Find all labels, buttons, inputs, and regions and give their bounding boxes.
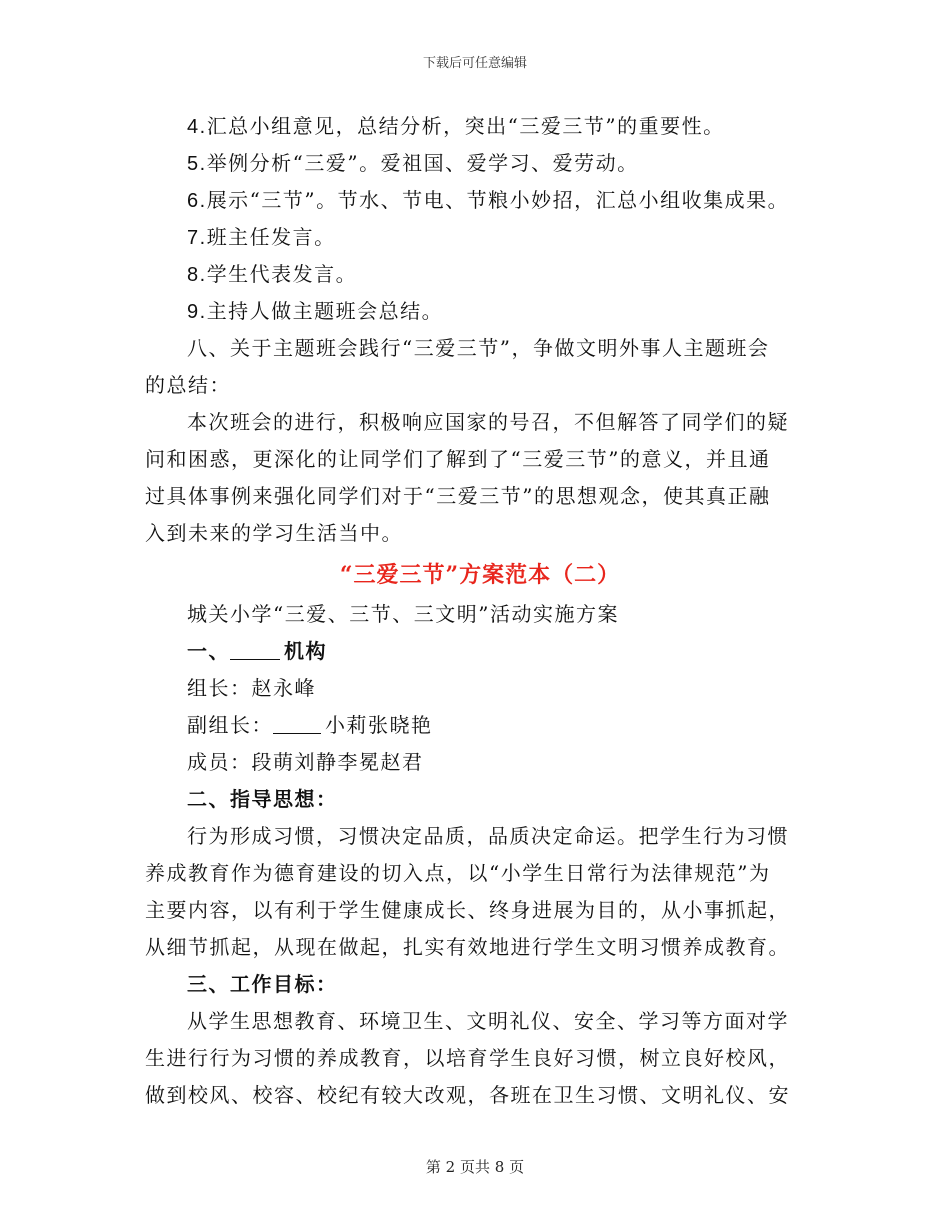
list-item-5: 5.举例分析“三爱”。爱祖国、爱学习、爱劳动。 — [187, 151, 639, 175]
section-1-heading: 一、 机构 — [187, 639, 327, 663]
document-body — [145, 108, 815, 1114]
page-header: 下载后可任意编辑 — [422, 56, 527, 71]
section-8-heading: 八、关于主题班会践行“三爱三节”，争做文明外事人主题班会 — [187, 336, 770, 360]
guide-paragraph-line: 主要内容，以有利于学生健康成长、终身进展为目的，从小事抓起， — [145, 898, 790, 922]
list-item-4: 4.汇总小组意见，总结分析，突出“三爱三节”的重要性。 — [187, 114, 725, 138]
section-8-heading-cont: 的总结： — [145, 373, 231, 397]
section-title: “三爱三节”方案范本（二） — [339, 562, 621, 588]
summary-paragraph-line: 入到未来的学习生活当中。 — [145, 521, 403, 545]
list-item-8: 8.学生代表发言。 — [187, 262, 358, 286]
blank-underline — [230, 637, 280, 660]
list-item-7: 7.班主任发言。 — [187, 225, 336, 249]
group-members: 成员：段萌刘静李冕赵君 — [187, 750, 424, 774]
section-2-heading: 二、指导思想： — [187, 787, 338, 811]
goal-paragraph-line: 生进行行为习惯的养成教育，以培育学生良好习惯，树立良好校风， — [145, 1046, 790, 1070]
summary-paragraph-line: 过具体事例来强化同学们对于“三爱三节”的思想观念，使其真正融 — [145, 484, 771, 508]
group-leader: 组长：赵永峰 — [187, 676, 316, 700]
blank-underline — [273, 711, 321, 734]
guide-paragraph-line: 从细节抓起，从现在做起，扎实有效地进行学生文明习惯养成教育。 — [145, 935, 790, 959]
section-3-heading: 三、工作目标： — [187, 972, 338, 996]
guide-paragraph: 行为形成习惯，习惯决定品质，品质决定命运。把学生行为习惯 — [187, 824, 789, 848]
list-item-6: 6.展示“三节”。节水、节电、节粮小妙招，汇总小组收集成果。 — [187, 188, 790, 212]
goal-paragraph: 从学生思想教育、环境卫生、文明礼仪、安全、学习等方面对学 — [187, 1009, 789, 1033]
guide-paragraph-line: 养成教育作为德育建设的切入点，以“小学生日常行为法律规范”为 — [145, 861, 771, 885]
vice-leader: 副组长： 小莉张晓艳 — [187, 713, 433, 737]
list-item-9: 9.主持人做主题班会总结。 — [187, 299, 444, 323]
goal-paragraph-line: 做到校风、校容、校纪有较大改观，各班在卫生习惯、文明礼仪、安 — [145, 1083, 790, 1107]
summary-paragraph: 本次班会的进行，积极响应国家的号召，不但解答了同学们的疑 — [187, 410, 789, 434]
page-footer: 第 2 页共 8 页 — [425, 1158, 525, 1176]
summary-paragraph-line: 问和困惑，更深化的让同学们了解到了“三爱三节”的意义，并且通 — [145, 447, 771, 471]
plan-subtitle: 城关小学“三爱、三节、三文明”活动实施方案 — [187, 602, 619, 626]
